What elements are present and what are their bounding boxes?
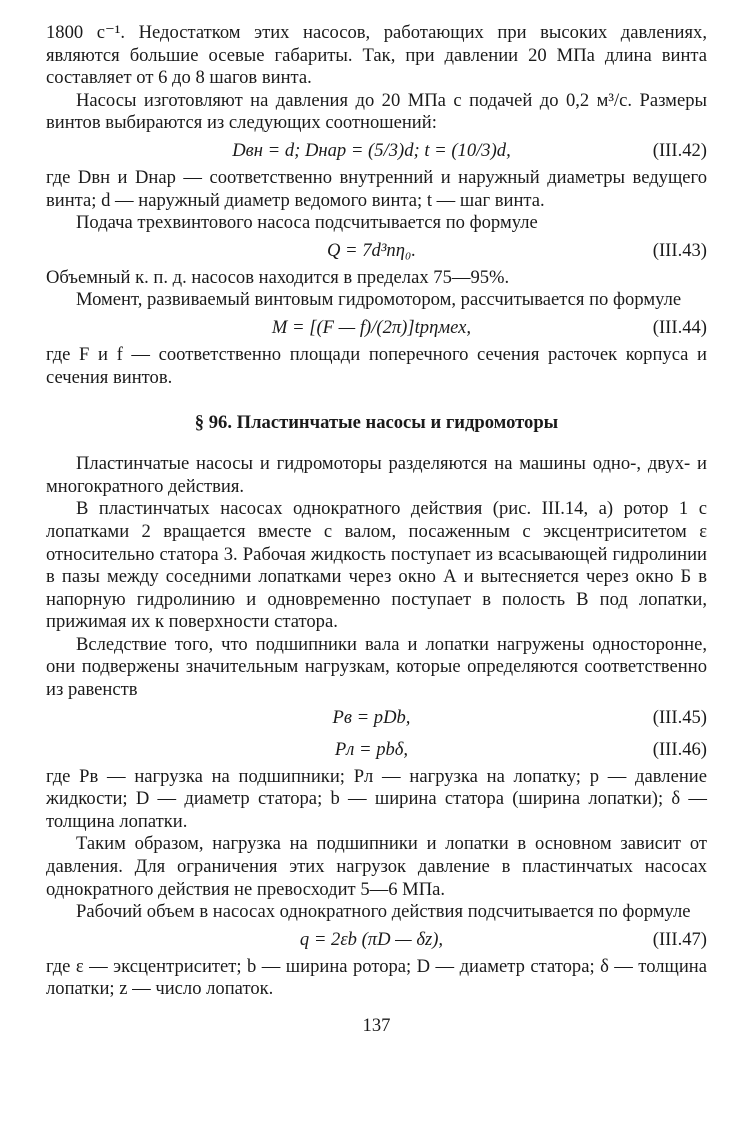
paragraph-14: где ε — эксцентриситет; b — ширина ротора; D — диаметр статора; δ — толщина лопатки; z — число лопаток. — [46, 955, 707, 1000]
paragraph-7: где F и f — соответственно площади поперечного сечения расточек корпуса и сечения винтов. — [46, 343, 707, 388]
formula-number: (III.47) — [652, 928, 707, 950]
formula-number: (III.44) — [652, 316, 707, 338]
paragraph-12: Таким образом, нагрузка на подшипники и лопатки в основном зависит от давления. Для ограничения этих нагрузок давление в пластинчатых насосах однократного действия не превосходит 5—6 МПа. — [46, 833, 707, 900]
formula-number: (III.46) — [652, 738, 707, 760]
formula-expression: Q = 7d³nη₀. — [326, 239, 417, 261]
formula-expression: Pл = pbδ, — [334, 738, 409, 760]
formula-expression: Pв = pDb, — [332, 706, 411, 728]
formula-III-44 — [46, 312, 707, 344]
paragraph-1: 1800 с⁻¹. Недостатком этих насосов, работающих при высоких давлениях, являются большие осевые габариты. Так, при давлении 20 МПа длина винта составляет от 6 до 8 шагов винта. — [46, 22, 707, 89]
page-number: 137 — [362, 1015, 391, 1036]
formula-number: (III.43) — [652, 239, 707, 261]
formula-number: (III.45) — [652, 706, 707, 728]
formula-expression: q = 2εb (πD — δz), — [299, 928, 444, 950]
paragraph-8: Пластинчатые насосы и гидромоторы разделяются на машины одно-, двух- и многократного действия. — [46, 453, 707, 497]
paragraph-2: Насосы изготовляют на давления до 20 МПа с подачей до 0,2 м³/с. Размеры винтов выбираются из следующих соотношений: — [46, 89, 707, 134]
formula-III-42 — [46, 135, 707, 167]
paragraph-3: где Dвн и Dнар — соответственно внутренний и наружный диаметры ведущего винта; d — наружный диаметр ведомого винта; t — шаг винта. — [46, 166, 707, 211]
paragraph-4: Подача трехвинтового насоса подсчитывается по формуле — [76, 212, 538, 234]
formula-III-45 — [46, 702, 707, 734]
paragraph-6: Момент, развиваемый винтовым гидромотором, рассчитывается по формуле — [76, 289, 682, 311]
paragraph-13: Рабочий объем в насосах однократного действия подсчитывается по формуле — [76, 901, 691, 923]
formula-expression: M = [(F — f)/(2π)]tpηмех, — [271, 316, 472, 338]
formula-number: (III.42) — [652, 139, 707, 161]
section-heading: § 96. Пластинчатые насосы и гидромоторы — [194, 412, 559, 434]
paragraph-5: Объемный к. п. д. насосов находится в пределах 75—95%. — [46, 266, 510, 288]
formula-III-43 — [46, 235, 707, 267]
formula-III-47 — [46, 924, 707, 956]
formula-III-46 — [46, 734, 707, 766]
formula-expression: Dвн = d; Dнар = (5/3)d; t = (10/3)d, — [232, 139, 511, 161]
paragraph-10: Вследствие того, что подшипники вала и лопатки нагружены односторонне, они подвержены значительным нагрузкам, которые определяются соответственно из равенств — [46, 633, 707, 701]
paragraph-9: В пластинчатых насосах однократного действия (рис. III.14, а) ротор 1 с лопатками 2 вращается вместе с валом, посаженным с эксцентриситетом ε относительно статора 3. Рабочая жидкость поступает из всасывающей гидролинии в пазы между соседними лопатками через окно А и вытесняется через окно Б в напорную гидролинию и одновременно поступает в полость В под лопатки, прижимая их к поверхности статора. — [46, 498, 707, 633]
paragraph-11: где Pв — нагрузка на подшипники; Pл — нагрузка на лопатку; p — давление жидкости; D — диаметр статора; b — ширина статора (ширина лопатки); δ — толщина лопатки. — [46, 765, 707, 832]
